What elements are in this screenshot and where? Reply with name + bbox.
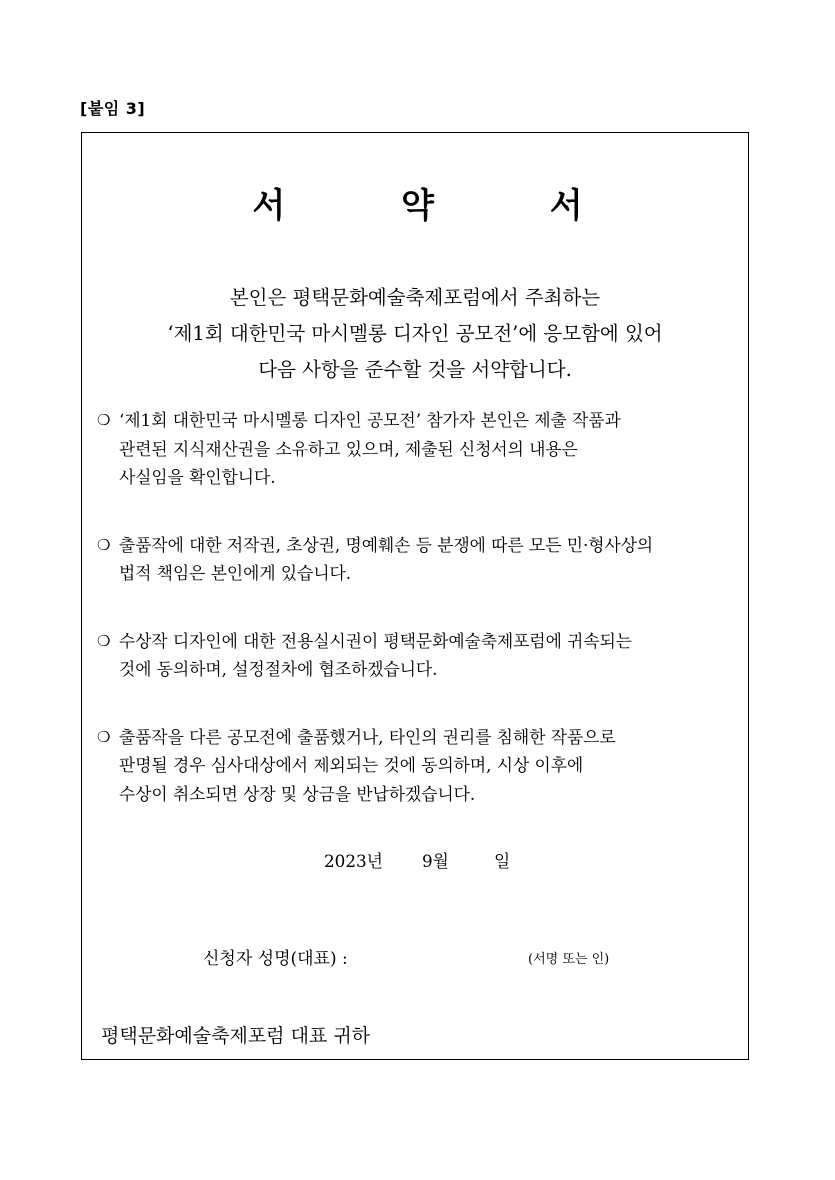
date-month: 9월 — [422, 851, 449, 871]
date-day: 일 — [494, 851, 511, 871]
pledge-text — [119, 723, 747, 809]
pledge-line: 출품작에 대한 저작권, 초상권, 명예훼손 등 분쟁에 따른 모든 민·형사상의 — [119, 534, 654, 555]
signature-hint: (서명 또는 인) — [528, 952, 610, 967]
pledge-text — [119, 531, 747, 588]
pledge-line: ‘제1회 대한민국 마시멜롱 디자인 공모전’ 참가자 본인은 제출 작품과 — [119, 410, 621, 430]
circle-bullet-icon: ❍ — [97, 535, 111, 554]
pledge-line: 수상작 디자인에 대한 전용실시권이 평택문화예술축제포럼에 귀속되는 — [119, 630, 632, 651]
circle-bullet-icon: ❍ — [97, 631, 111, 650]
pledge-line: 관련된 지식재산권을 소유하고 있으며, 제출된 신청서의 내용은 — [119, 438, 578, 459]
pledge-item — [97, 406, 747, 492]
addressee: 평택문화예술축제포럼 대표 귀하 — [101, 1025, 371, 1047]
intro-line: 다음 사항을 준수할 것을 서약합니다. — [258, 358, 572, 381]
pledge-line: 것에 동의하며, 설정절차에 협조하겠습니다. — [119, 659, 438, 679]
intro-line: ‘제1회 대한민국 마시멜롱 디자인 공모전’에 응모함에 있어 — [167, 322, 663, 345]
pledge-item — [97, 531, 747, 588]
circle-bullet-icon: ❍ — [97, 727, 111, 746]
intro-line: 본인은 평택문화예술축제포럼에서 주최하는 — [229, 286, 601, 309]
intro-statement — [81, 280, 749, 388]
document-title: 서 약 서 — [252, 186, 635, 226]
pledge-line: 사실임을 확인합니다. — [119, 467, 276, 487]
pledge-text — [119, 627, 747, 684]
attachment-label: [붙임 3] — [80, 99, 146, 118]
pledge-line: 출품작을 다른 공모전에 출품했거나, 타인의 권리를 침해한 작품으로 — [119, 726, 616, 747]
signer-name-label: 신청자 성명(대표) : — [203, 949, 348, 969]
pledge-line: 법적 책임은 본인에게 있습니다. — [119, 563, 352, 583]
date-year: 2023년 — [324, 851, 383, 871]
pledge-item — [97, 723, 747, 809]
pledge-list — [97, 406, 747, 808]
pledge-line: 판명될 경우 심사대상에서 제외되는 것에 동의하며, 시상 이후에 — [119, 755, 584, 775]
pledge-line: 수상이 취소되면 상장 및 상금을 반납하겠습니다. — [119, 783, 476, 804]
circle-bullet-icon: ❍ — [97, 411, 111, 429]
pledge-item — [97, 627, 747, 684]
pledge-text — [119, 406, 747, 492]
